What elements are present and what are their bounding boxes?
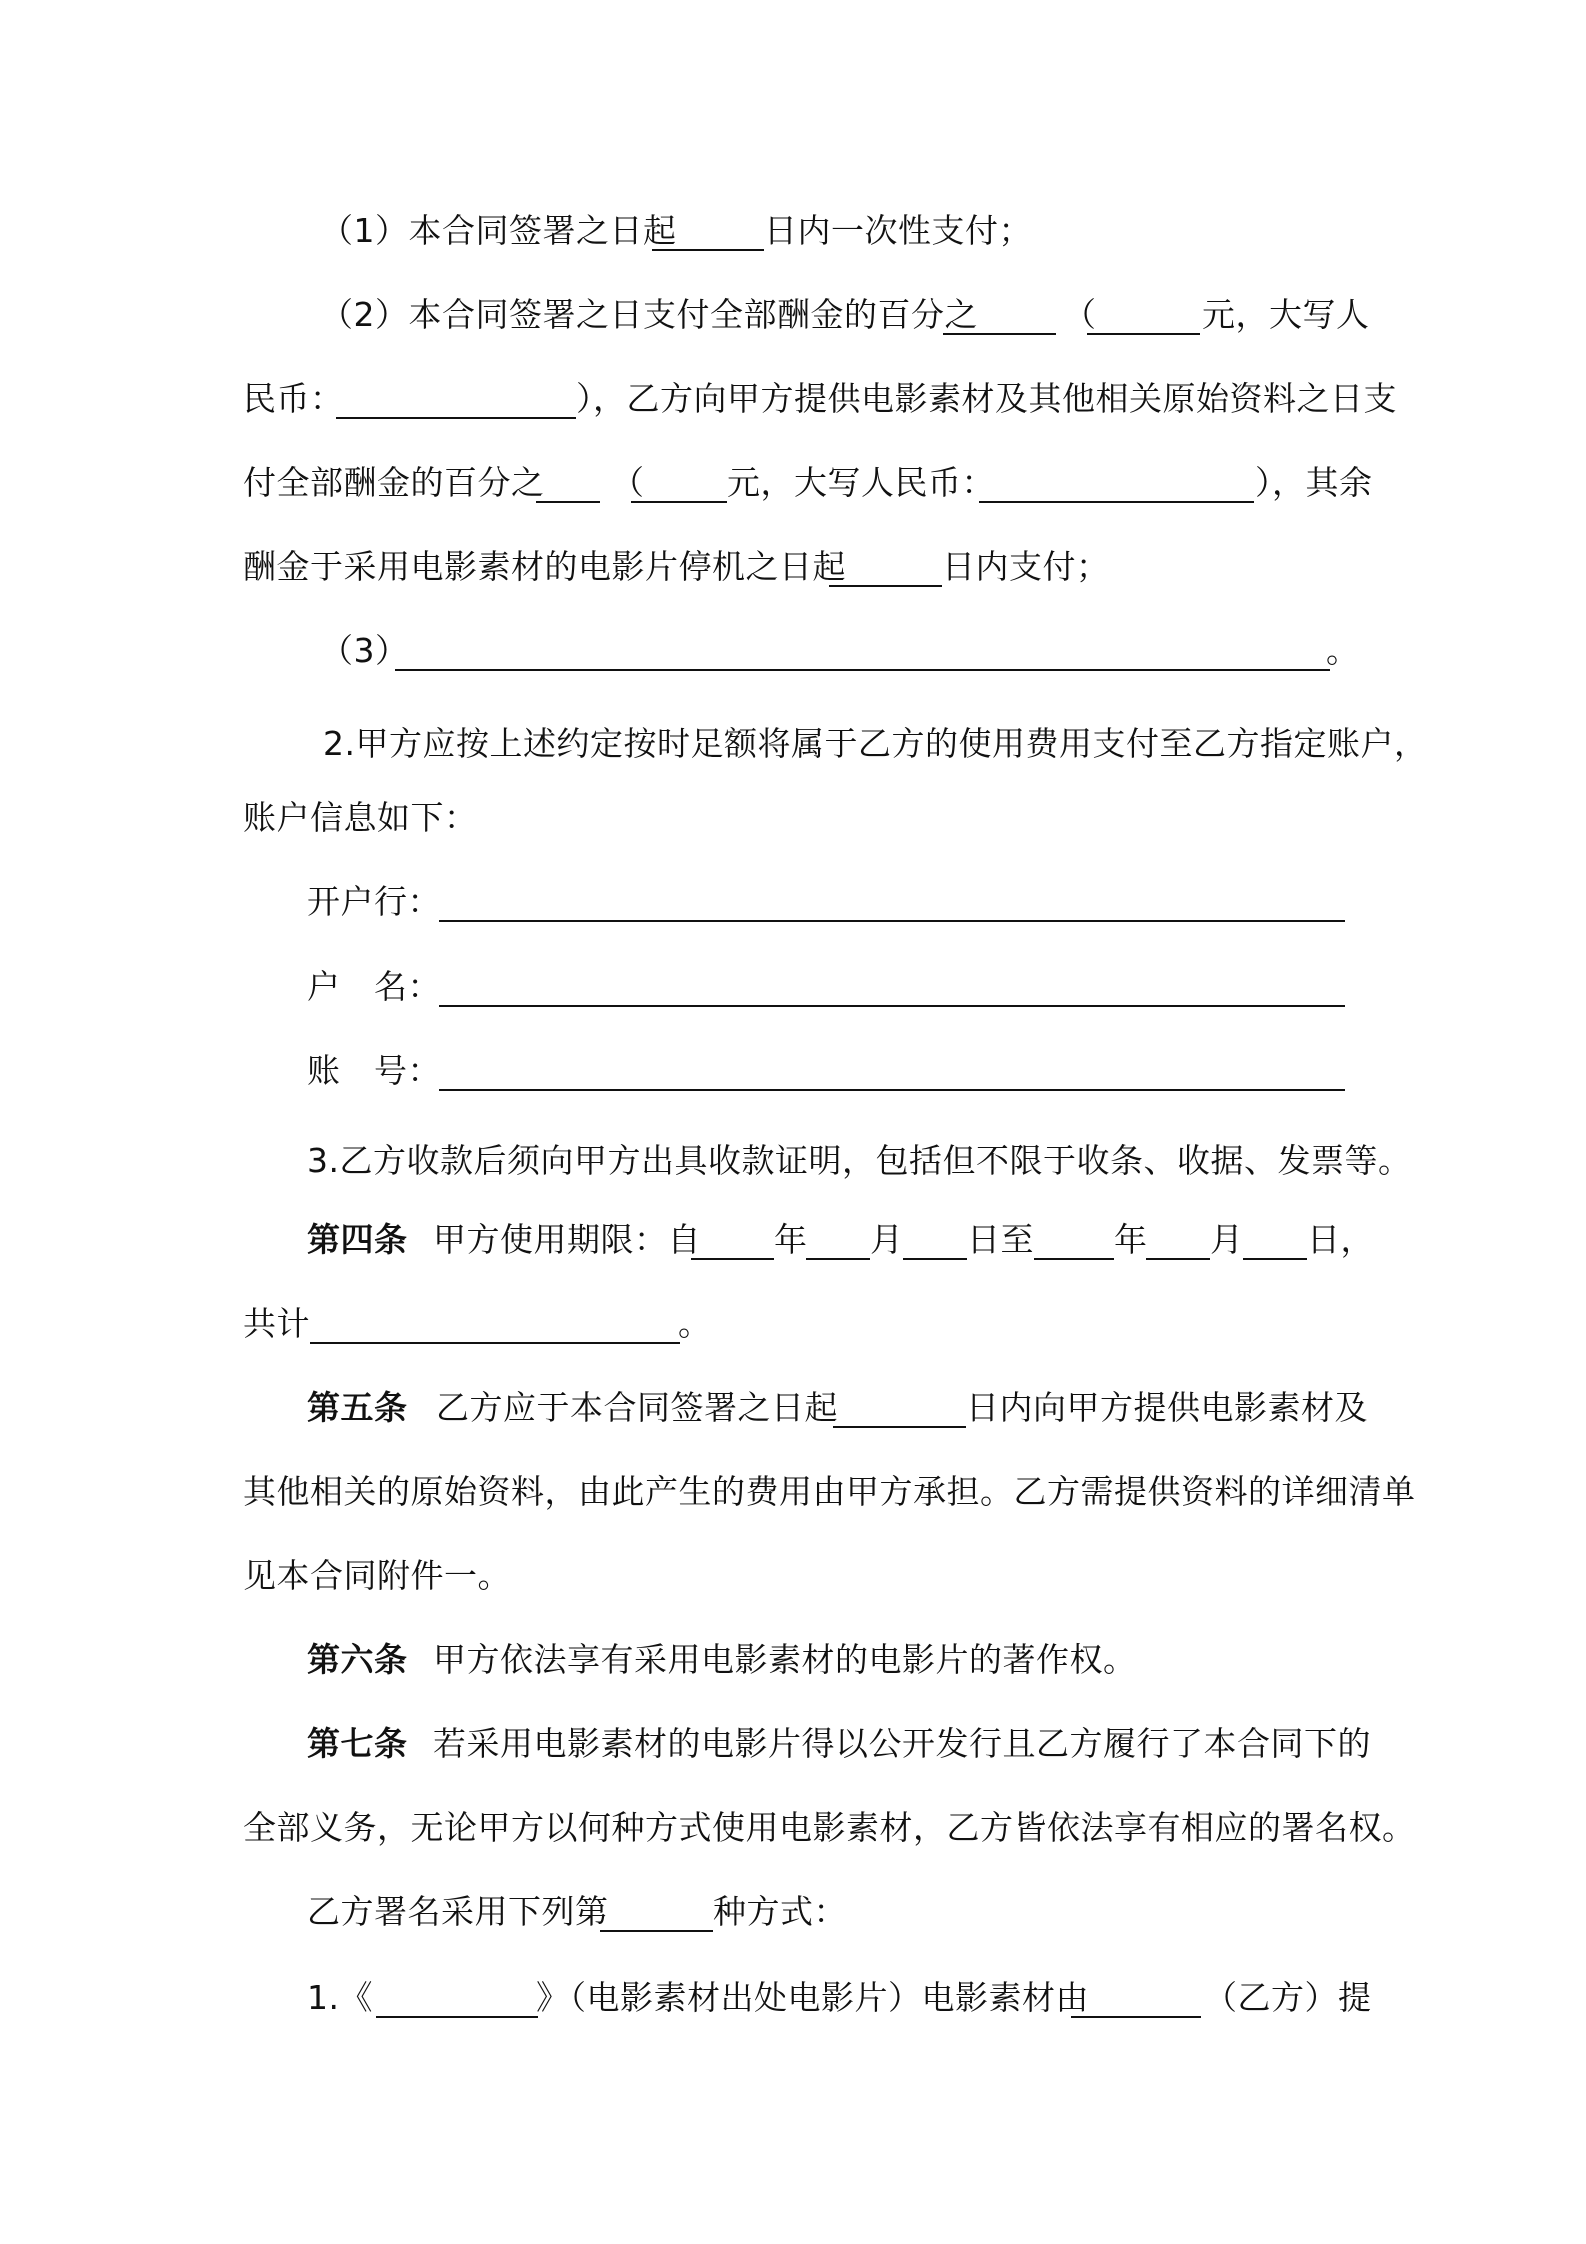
article-6-title: 第六条: [307, 1640, 408, 1679]
total-end: 。: [678, 1304, 712, 1343]
signature-item-1-start: 1.《: [307, 1978, 373, 2017]
payment-option-1-text: （1）本合同签署之日起: [320, 211, 677, 250]
paren-open-1: （: [1063, 295, 1097, 334]
payment-option-3-end: 。: [1326, 631, 1360, 670]
signature-method-text-end: 种方式：: [713, 1892, 847, 1931]
article-7-title: 第七条: [307, 1724, 408, 1763]
payment-option-1-text-end: 日内一次性支付；: [764, 211, 1032, 250]
payment-days-blank-2[interactable]: [829, 585, 942, 587]
account-name-field[interactable]: [439, 1005, 1345, 1007]
signature-item-1-mid: 》（电影素材出处电影片）电影素材由: [536, 1978, 1089, 2017]
bank-field[interactable]: [439, 920, 1345, 922]
rmb-label-1: 民币：: [243, 379, 344, 418]
payment-option-2-text: （2）本合同签署之日支付全部酬金的百分之: [320, 295, 978, 334]
article-7-text: 若采用电影素材的电影片得以公开发行且乙方履行了本合同下的: [433, 1724, 1371, 1763]
year-label-2: 年: [1114, 1220, 1148, 1259]
payment-days-blank[interactable]: [652, 249, 764, 251]
payment-option-2-line-3-text: 付全部酬金的百分之: [243, 463, 545, 502]
article-6-text: 甲方依法享有采用电影素材的电影片的著作权。: [433, 1640, 1137, 1679]
end-day-blank[interactable]: [1243, 1258, 1307, 1260]
payment-option-2-line-3-text-mid: 元，大写人民币：: [727, 463, 995, 502]
article-5-text-3: 见本合同附件一。: [243, 1556, 511, 1595]
percent-blank-2[interactable]: [536, 501, 600, 503]
payment-option-2-line-2-text: ），乙方向甲方提供电影素材及其他相关原始资料之日支: [576, 379, 1397, 418]
clause-2-text-2: 账户信息如下：: [243, 798, 478, 837]
end-year-blank[interactable]: [1034, 1258, 1114, 1260]
start-day-blank[interactable]: [903, 1258, 967, 1260]
article-4-title: 第四条: [307, 1220, 408, 1259]
amount-blank-2[interactable]: [631, 501, 727, 503]
article-5-text-2: 其他相关的原始资料，由此产生的费用由甲方承担。乙方需提供资料的详细清单: [243, 1472, 1416, 1511]
article-4-text: 甲方使用期限：自: [433, 1220, 701, 1259]
amount-words-blank-2[interactable]: [979, 501, 1254, 503]
start-year-blank[interactable]: [691, 1258, 774, 1260]
year-label-1: 年: [774, 1220, 808, 1259]
amount-words-blank-1[interactable]: [336, 417, 576, 419]
end-month-blank[interactable]: [1146, 1258, 1210, 1260]
day-label-2: 日，: [1307, 1220, 1374, 1259]
account-number-field[interactable]: [439, 1089, 1345, 1091]
account-number-label: 账 号：: [307, 1051, 441, 1090]
month-label-1: 月: [870, 1220, 904, 1259]
payment-option-3-label: （3）: [320, 631, 409, 670]
month-label-2: 月: [1210, 1220, 1244, 1259]
delivery-days-blank[interactable]: [833, 1426, 966, 1428]
start-month-blank[interactable]: [806, 1258, 870, 1260]
article-5-title: 第五条: [307, 1388, 408, 1427]
day-to-label: 日至: [967, 1220, 1034, 1259]
clause-3-text: 3.乙方收款后须向甲方出具收款证明，包括但不限于收条、收据、发票等。: [307, 1141, 1412, 1180]
percent-blank-1[interactable]: [943, 333, 1056, 335]
payment-option-2-text-end: 元，大写人: [1202, 295, 1370, 334]
payment-option-3-blank[interactable]: [395, 669, 1330, 671]
clause-2-text: 2.甲方应按上述约定按时足额将属于乙方的使用费用支付至乙方指定账户，: [323, 724, 1428, 763]
provider-blank[interactable]: [1071, 2016, 1201, 2018]
account-name-label: 户 名：: [307, 967, 441, 1006]
article-5-text-end: 日内向甲方提供电影素材及: [966, 1388, 1368, 1427]
signature-method-text: 乙方署名采用下列第: [307, 1892, 609, 1931]
signature-item-1-end: （乙方）提: [1204, 1978, 1372, 2017]
article-5-text: 乙方应于本合同签署之日起: [436, 1388, 838, 1427]
paren-open-2: （: [611, 463, 645, 502]
total-period-blank[interactable]: [310, 1342, 680, 1344]
film-title-blank[interactable]: [376, 2016, 538, 2018]
total-label: 共计: [243, 1304, 310, 1343]
payment-option-2-line-4-text-end: 日内支付；: [942, 547, 1110, 586]
payment-option-2-line-3-text-end: ），其余: [1255, 463, 1373, 502]
amount-blank-1[interactable]: [1087, 333, 1200, 335]
payment-option-2-line-4-text: 酬金于采用电影素材的电影片停机之日起: [243, 547, 846, 586]
bank-label: 开户行：: [307, 882, 441, 921]
article-7-text-2: 全部义务，无论甲方以何种方式使用电影素材，乙方皆依法享有相应的署名权。: [243, 1808, 1416, 1847]
signature-method-blank[interactable]: [600, 1930, 713, 1932]
